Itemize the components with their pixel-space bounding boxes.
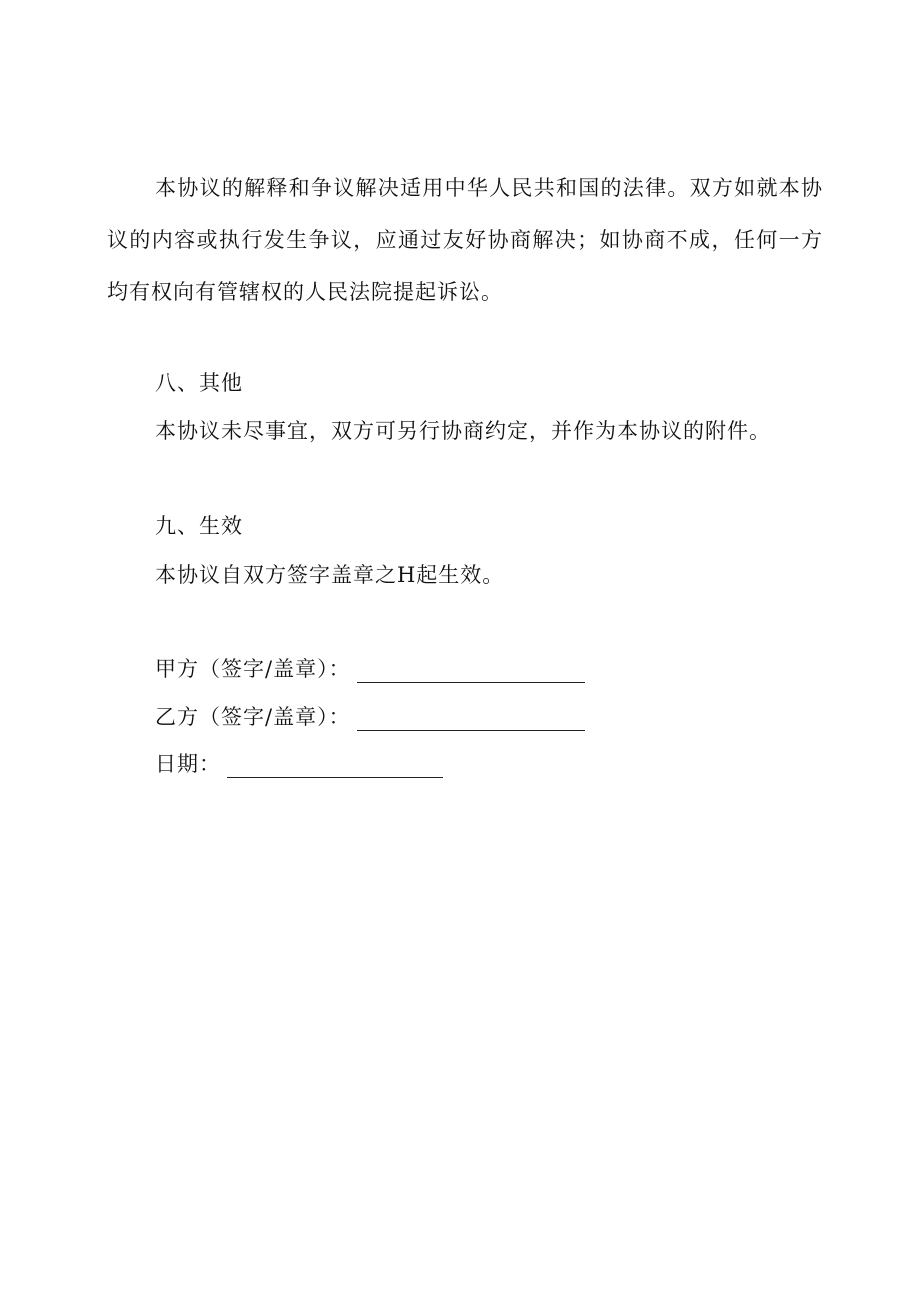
section-8-heading: 八、其他 — [155, 371, 243, 395]
party-b-signature-line — [357, 708, 585, 731]
date-label: 日期： — [155, 752, 221, 776]
date-signature-row — [155, 750, 443, 778]
party-b-signature-row — [155, 703, 585, 731]
section-8-body: 本协议未尽事宜，双方可另行协商约定，并作为本协议的附件。 — [155, 419, 771, 443]
date-line — [227, 755, 443, 778]
party-a-signature-line — [357, 660, 585, 683]
party-b-signature-label: 乙方（签字/盖章）： — [155, 705, 351, 729]
party-a-signature-label: 甲方（签字/盖章）： — [155, 657, 351, 681]
section-9-body: 本协议自双方签字盖章之H起生效。 — [155, 563, 505, 587]
party-a-signature-row — [155, 655, 585, 683]
dispute-resolution-paragraph: 本协议的解释和争议解决适用中华人民共和国的法律。双方如就本协议的内容或执行发生争议，应通过友好协商解决；如协商不成，任何一方均有权向有管辖权的人民法院提起诉讼。 — [107, 176, 823, 304]
section-9-heading: 九、生效 — [155, 514, 243, 538]
